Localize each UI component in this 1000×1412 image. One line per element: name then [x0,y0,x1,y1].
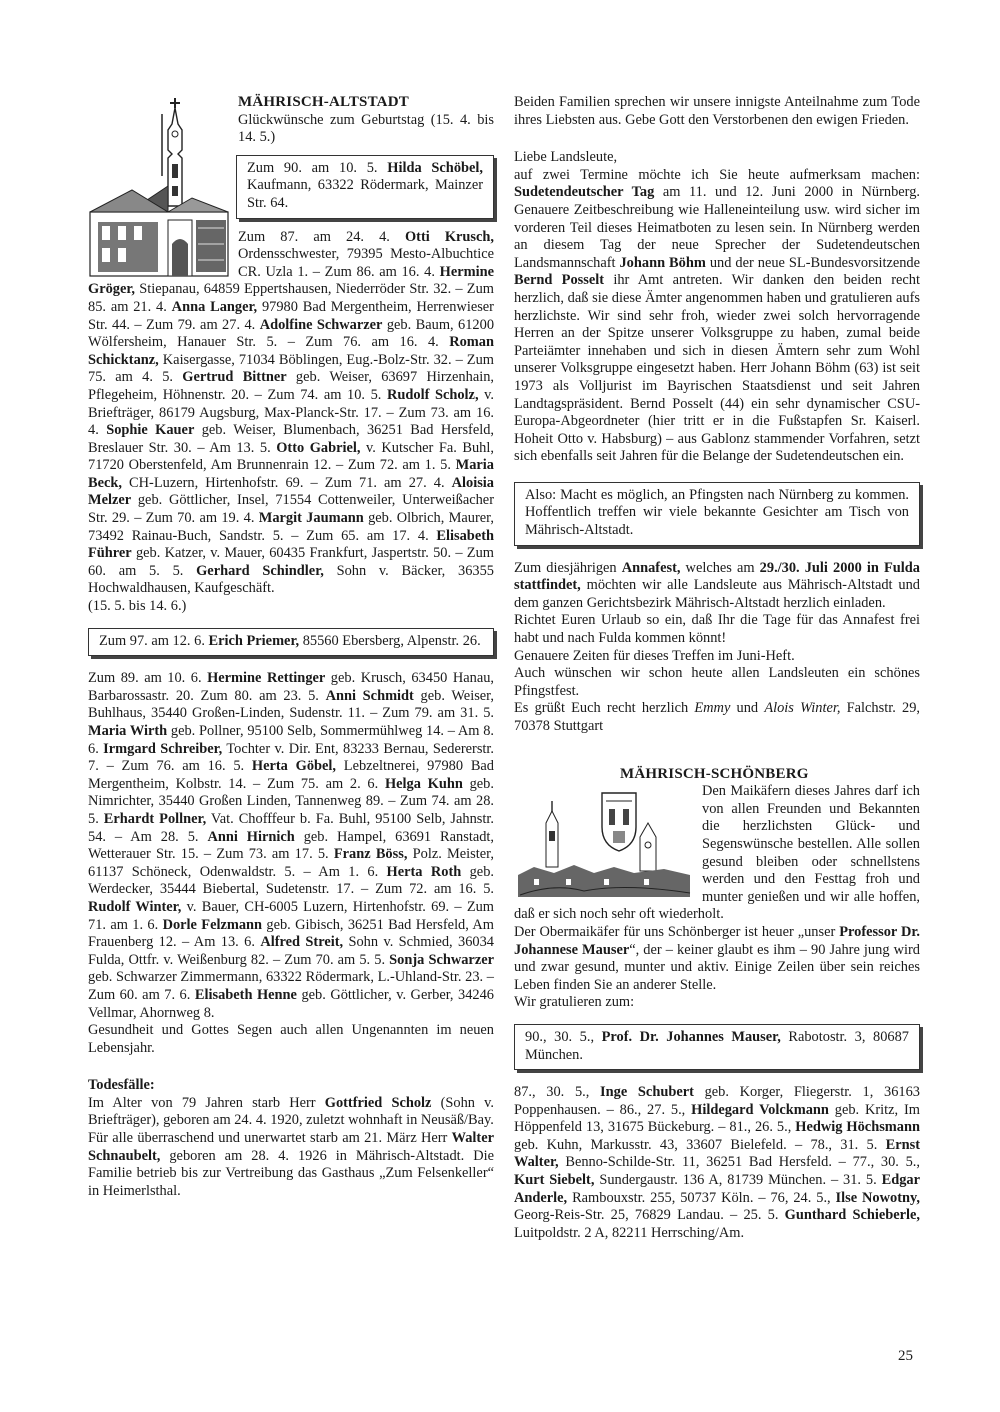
highlight-box-hilda [236,155,494,219]
birthday-list-2 [88,670,494,1022]
box-detail: Rabotostr. 3, 80687 München. [525,1028,909,1063]
text-run: geb. Göttlicher, v. Gerber, 34246 Vellmar, Ahornweg 8. [88,986,495,1021]
left-column [88,94,494,1200]
greeting-and: und [730,700,765,717]
box-name: Hilda Schöbel, [387,159,483,176]
text-run: geb. Weiser, 63697 Hirzenhain, Pflegeheim, Höhnenstr. 20. – Zum 74. am 10. 5. [88,369,494,403]
bold-name: Franz Böss, [333,846,408,863]
greeting-name-1: Emmy [694,700,731,717]
text-run: Im Alter von 79 Jahren starb Herr [88,1094,325,1111]
text-run: Sundergaustr. 136 A, 81739 München. – 31. 5. [594,1172,882,1189]
greeting-text [514,700,920,735]
bold-name: Herta Göbel, [251,758,337,775]
text-run: 87., 30. 5., [514,1084,601,1101]
text-run: geb. Nimrichter, 35440 Großen Linden, Tannenweg 89. – Zum 74. am 28. 5. [88,775,494,827]
bold-name: Herta Roth [386,863,462,880]
box-detail: 85560 Ebersberg, Alpenstr. 26. [299,632,481,649]
text-run: 97980 Bad Mergentheim, Herrenwieser Str. 44. – Zum 79. am 27. 4. [88,298,494,333]
greeting-address: Falchstr. 29, 70378 Stuttgart [514,700,920,734]
text-run: geb. Pollner, 95100 Selb, Sommermühlweg 14. – Am 8. 6. [88,723,494,757]
text-run: geb. Kritz, Im Höppenfeld 13, 31675 Bückeburg. – 81., 26. 5., [514,1101,920,1136]
death-notice-1 [88,1095,494,1130]
bold-name: Professor Dr. Johannese Mauser [514,923,920,958]
text-run: und der neue SL-Bundesvorsitzende [705,254,920,271]
text-run: geb. Gibisch, 36251 Bad Hersfeld, Am Frauenberg 12. – Am 13. 6. [88,916,494,951]
urlaub-text: Richtet Euren Urlaub so ein, daß Ihr die Tage für das Annafest frei habt und nach Fulda kommen könnt! [514,612,920,647]
text-run: geb. Katzer, v. Mauer, 60435 Frankfurt, Jaspertstr. 50. – Zum 60. am 5. 5. [88,545,494,579]
birthday-period-intro: Glückwünsche zum Geburtstag (15. 4. bis 14. 5.) [238,111,494,146]
bold-name: Ernst Walter, [514,1136,920,1171]
right-column [514,94,920,1242]
text-run: Stiepanau, 64859 Eppertshausen, Niederröder Str. 32. – Zum 85. am 21. 4. [88,281,494,315]
bold-name: Irmgard Schreiber, [103,740,223,757]
box-detail: Kaufmann, 63322 Rödermark, Mainzer Str. 64. [247,177,483,211]
text-run: geb. Weiser, Buhlhaus, 35440 Großen-Linden, Sudenstr. 11. – Zum 79. am 31. 5. [88,687,494,722]
text-run: Der Obermaikäfer für uns Schönberger ist heuer „unser [514,923,840,940]
text-run: geb. Korger, Fliegerstr. 1, 36163 Poppenhausen. – 86., 27. 5., [514,1084,920,1118]
bold-name: Johann Böhm [619,254,706,271]
highlight-box-mauser [514,1024,920,1070]
text-run: “, der – keiner glaubt es ihm – 90 Jahre jung wird und zwar gesund, munter und aktiv. Einige Zeilen über sein reiches Leben finden Sie an anderer Stelle. [514,941,920,993]
bold-name: Gunthard Schieberle, [784,1207,920,1224]
blessing-text: Gesundheit und Gottes Segen auch allen Ungenannten im neuen Lebensjahr. [88,1022,494,1056]
obermaikaefer-text [514,924,920,994]
highlight-box-nuernberg: Also: Macht es möglich, an Pfingsten nach Nürnberg zu kommen. Hoffentlich treffen wir viele bekannte Gesichter am Tisch von Mährisch-Altstadt. [514,482,920,546]
church-drawing [88,94,232,278]
bold-name: Hedwig Höchsmann [795,1119,920,1136]
bold-name: Helga Kuhn [384,775,463,792]
bold-name: Edgar Anderle, [514,1172,920,1206]
text-run: Lebzeltnerei, 97980 Bad Mergentheim, Kolbstr. 14. – Zum 75. am 2. 6. [88,758,495,792]
text-run: v. Kutscher Fa. Buhl, 71720 Oberstenfeld, Am Brunnenrain 12. – Zum 72. am 1. 5. [88,439,494,474]
text-run: Luitpoldstr. 2 A, 82211 Herrsching/Am. [514,1224,745,1241]
bold-name: Sonja Schwarzer [389,951,494,968]
bold-name: Otti Krusch, [404,228,494,245]
birthday-period-2: (15. 5. bis 14. 6.) [88,598,187,615]
bold-name: Margit Jaumann [258,510,364,527]
text-run: Sohn v. Schmied, 36034 Fulda, Ottfr. v. Weißenburg 82. – Zum 70. am 5. 5. [88,934,494,968]
text-run: Zum diesjährigen [514,559,622,576]
maikaefer-text: Den Maikäfern dieses Jahres darf ich von allen Freunden und Bekannten die herzlichsten Glück- und Segenswünsche bestellen. Alle sollen gesund bleiben oder schnellstens werden und den Festtag froh und munter genießen und wir alle hoffen, daß er sich noch sehr oft wiederholt. [514,783,920,923]
text-run: geb. Krusch, 63450 Hanau, Barbarossastr. 20. Zum 80. am 23. 5. [88,670,495,704]
text-run: geb. Weiser, Blumenbach, 36251 Bad Hersfeld, Breslauer Str. 30. – Am 13. 5. [88,422,495,456]
text-run: Ordensschwester, 79395 Mesto-Albuchtice CR. Uzla 1. – Zum 86. am 16. 4. [238,246,494,280]
text-run: auf zwei Termine möchte ich Sie heute aufmerksam machen: [514,166,920,183]
bold-name: Anna Langer, [171,298,258,315]
box-name: Erich Priemer, [208,632,300,649]
greeting-name-2: Alois Winter, [764,700,841,717]
text-run: (Sohn v. Briefträger), geboren am 24. 4. 1920, zuletzt wohnhaft in Neusäß/Bay. [88,1094,494,1129]
highlight-box-erich [88,628,494,657]
bold-name: Ilse Nowotny, [835,1189,921,1206]
bold-name: Hildegard Volckmann [691,1101,829,1118]
text-run: geboren am 28. 4. 1926 in Mährisch-Altstadt. Die Familie betrieb bis zur Vertreibung das Gasthaus „Zum Felsenkeller“ in Heimerlsthal. [88,1147,494,1199]
text-run: Rambouxstr. 255, 50737 Köln. – 76, 24. 5., [567,1189,836,1206]
bold-name: Sudetendeutscher Tag [514,184,655,201]
text-run: Für alle überraschend und unerwartet starb am 21. März Herr [88,1130,452,1147]
bold-name: Erhardt Pollner, [103,810,207,827]
text-run: CH-Luzern, Hirtenhofstr. 69. – Zum 71. am 27. 4. [121,474,452,491]
box-date: Zum 97. am 12. 6. [99,632,209,649]
section-heading-altstadt: MÄHRISCH-ALTSTADT [238,94,409,110]
annafest-invitation [514,560,920,613]
text-run: geb. Olbrich, Maurer, 73492 Rainau-Buch, Sandstr. 5. – Zum 65. am 17. 4. [88,510,494,544]
section-heading-schoenberg: MÄHRISCH-SCHÖNBERG [620,765,809,782]
text-run: geb. Göttlicher, Insel, 71554 Cottenweiler, Unterweißacher Str. 29. – Zum 70. am 19. 4. [88,492,494,527]
bold-name: Annafest, [621,559,681,576]
bold-name: Gottfried Scholz [324,1094,432,1111]
zeiten-text: Genauere Zeiten für dieses Treffen im Juni-Heft. [514,647,795,664]
text-run: Sohn v. Bäcker, 36355 Hochwaldhausen, Kaufgeschäft. [88,562,494,597]
bold-name: Anni Hirnich [207,828,295,845]
letter-salutation: Liebe Landsleute, [514,149,618,166]
box-date: 90., 30. 5., [525,1028,602,1045]
bold-name: Adolfine Schwarzer [259,316,383,333]
bold-name: Sophie Kauer [106,422,195,439]
text-run: Polz. Meister, 61137 Schöneck, Odenwaldstr. 5. – Am 1. 6. [88,846,494,880]
text-run: v. Bauer, CH-6005 Luzern, Hirtenhofstr. 69. – Zum 71. am 1. 6. [88,898,495,933]
bold-name: Maria Wirth [88,723,168,739]
text-run: welches am [680,559,760,576]
text-run: geb. Kuhn, Markusstr. 43, 33607 Bielefeld. – 78., 31. 5. [514,1136,886,1153]
letter-body [514,167,920,466]
bold-name: Hermine Rettinger [207,670,326,687]
bold-name: Alfred Streit, [260,934,344,951]
text-run: möchten wir alle Landsleute aus Mährisch-Altstadt und dem ganzen Gerichtsbezirk Mährisch-Altstadt herzlich einladen. [514,577,920,611]
greeting-prefix: Es grüßt Euch recht herzlich [514,700,695,717]
bold-name: Bernd Posselt [514,272,605,289]
crest-drawing [514,787,696,899]
town-crest-illustration [514,787,696,899]
text-run: Vat. Chofffeur b. Fa. Buhl, 95100 Selb, Jahnstr. 54. – Am 28. 5. [88,810,494,845]
bold-name: Rudolf Winter, [88,898,182,915]
text-run: am 11. und 12. Juni 2000 in Nürnberg. Genauere Zeitbeschreibung wie Halleneinteilung usw. wird sicher im vorderen Teil dieses Heimatboten zu lesen sein. In Nürnberg werden an diesem Tag der neue Sprecher der Sudetendeutschen Landsmannschaft [514,184,920,271]
bold-name: Roman Schicktanz, [88,334,494,368]
text-run: ihr Amt antreten. Wir danken den beiden recht herzlich, daß sie diese Ämter angenommen haben und gratulieren aufs herzlichste. Wir sind sehr froh, wieder zwei solch hervorragende Herren an der Spitze unserer Volksgruppe zu haben, zumal beide Parteiämter innehaben und sich in diesen Ämtern sehr zum Wohl unserer Volksgruppe eingesetzt haben. Herr Johann Böhm (63) ist seit 1973 als Volljurist im Bayrischen Staatsdienst und seit Jahren Landtagspräsident. Bernd Posselt (44) ein sehr dynamischer CSU-Europa-Abgeordneter (hier tritt er in die Fußstapfen Sr. Kaiserl. Hoheit Otto v. Habsburg) – aus Gablonz stammender Vorfahren, setzt sich ebenfalls seit Jahren für die Belange der Sudetendeutschen ein. [514,272,921,465]
text-run: geb. Werdecker, 35444 Biebertal, Sudetenstr. 17. – Zum 72. am 16. 5. [88,863,494,898]
bold-name: Otto Gabriel, [276,439,361,456]
text-run: v. Briefträger, 86179 Augsburg, Max-Planck-Str. 17. – Zum 73. am 16. 4. [88,386,495,439]
birthday-list-1 [88,229,494,598]
death-notice-2 [88,1130,494,1200]
bold-name: Anni Schmidt [325,687,414,704]
bold-name: Kurt Siebelt, [514,1172,595,1189]
bold-name: Maria Beck, [88,457,494,491]
bold-name: Rudolf Scholz, [386,386,479,403]
bold-name: Inge Schubert [600,1084,694,1101]
bold-name: Dorle Felzmann [162,916,263,933]
deaths-heading: Todesfälle: [88,1077,155,1094]
bold-name: Gerhard Schindler, [196,562,324,579]
pfingst-text: Auch wünschen wir schon heute allen Landsleuten ein schönes Pfingstfest. [514,665,920,699]
bold-name: Elisabeth Henne [194,986,297,1003]
congrats-intro: Wir gratulieren zum: [514,994,635,1011]
birthday-list-schoenberg [514,1084,920,1242]
text-run: Benno-Schilde-Str. 11, 36251 Bad Hersfeld. – 77., 30. 5., [558,1154,920,1171]
text-run: Kaisergasse, 71034 Böblingen, Eug.-Bolz-Str. 32. – Zum 75. am 4. 5. [88,351,494,386]
box-date: Zum 90. am 10. 5. [247,159,388,176]
text-run: geb. Schwarzer Zimmermann, 63322 Rödermark, L.-Uhland-Str. 23. – Zum 60. am 7. 6. [88,969,494,1003]
text-run: Tochter v. Dir. Ent, 83233 Bernau, Sedererstr. 7. – Zum 76. am 16. 5. [88,740,495,775]
text-run: geb. Baum, 61200 Wölfersheim, Hanauer Str. 5. – Zum 76. am 16. 4. [88,316,495,351]
text-run: geb. Hampel, 63691 Ranstadt, Wetterauer Str. 15. – Zum 73. am 17. 5. [88,828,495,863]
bold-name: Gertrud Bittner [182,369,287,386]
bold-name: Walter Schnaubelt, [88,1130,494,1164]
bold-name: 29./30. Juli 2000 in Fulda stattfindet, [514,559,920,594]
box-name: Prof. Dr. Johannes Mauser, [601,1028,781,1045]
church-tower-illustration [88,94,232,278]
bold-name: Aloisia Melzer [88,474,494,509]
condolence-text: Beiden Familien sprechen wir unsere innigste Anteilnahme zum Tode ihres Liebsten aus. Gebe Gott den Verstorbenen den ewigen Frieden. [514,94,920,128]
text-run: Georg-Reis-Str. 25, 76829 Landau. – 25. 5. [514,1207,785,1224]
text-run: Zum 87. am 24. 4. [238,228,405,245]
page-number: 25 [898,1348,913,1364]
bold-name: Hermine Gröger, [88,263,494,298]
text-run: Zum 89. am 10. 6. [88,670,208,687]
bold-name: Elisabeth Führer [88,527,494,562]
